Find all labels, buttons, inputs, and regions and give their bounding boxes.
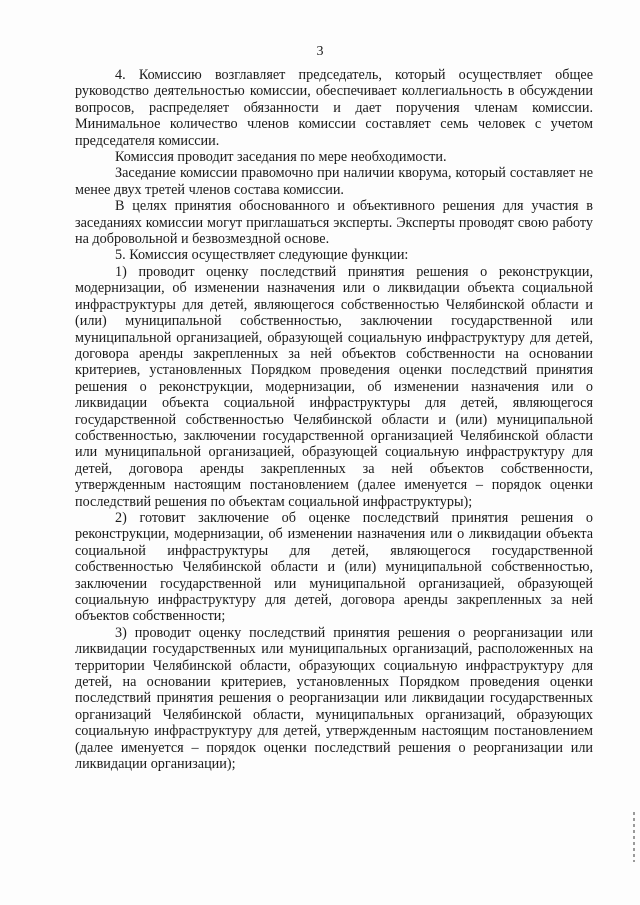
page-number: 3 bbox=[316, 44, 324, 59]
paragraph-functions-heading: 5. Комиссия осуществляет следующие функции: bbox=[115, 247, 409, 264]
paragraph-quorum: Заседание комиссии правомочно при наличии кворума, который составляет не менее двух третей членов состава комиссии. bbox=[75, 165, 593, 198]
document-body bbox=[75, 67, 593, 772]
paragraph-function-1: 1) проводит оценку последствий принятия решения о реконструкции, модернизации, об изменении назначения или о ликвидации объекта социальной инфраструктуры для детей, являющегося собственностью Челябинской области и (или) муниципальной собственностью, заключении государственной или муниципальной организацией, образующей социальную инфраструктуру для детей, договора аренды закрепленных за ней объектов собственности на основании критериев, установленных Порядком проведения оценки последствий принятия решения о реконструкции, модернизации, об изменении назначения или о ликвидации объекта социальной инфраструктуры для детей, являющегося государственной собственностью Челябинской области и (или) муниципальной собственностью, заключении государственной организацией Челябинской области или муниципальной организацией, образующей социальную инфраструктуру для детей, договора аренды закрепленных за ней объектов собственности, утвержденным настоящим постановлением (далее именуется – порядок оценки последствий решения по объектам социальной инфраструктуры); bbox=[75, 263, 593, 510]
paragraph-experts: В целях принятия обоснованного и объективного решения для участия в заседаниях комиссии могут приглашаться эксперты. Эксперты проводят свою работу на добровольной и безвозмездной основе. bbox=[75, 198, 593, 248]
scan-edge-mark bbox=[633, 812, 635, 862]
paragraph-function-2: 2) готовит заключение об оценке последствий принятия решения о реконструкции, модернизации, об изменении назначения или о ликвидации объекта социальной инфраструктуры для детей, являющегося государственной собственностью Челябинской области и (или) муниципальной собственностью, заключении государственной или муниципальной организацией, образующей социальную инфраструктуру для детей, договора аренды закрепленных за ней объектов собственности; bbox=[75, 509, 593, 625]
paragraph-meetings: Комиссия проводит заседания по мере необходимости. bbox=[115, 149, 447, 166]
paragraph-function-3: 3) проводит оценку последствий принятия решения о реорганизации или ликвидации государственных или муниципальных организаций, расположенных на территории Челябинской области, образующих социальную инфраструктуру для детей, на основании критериев, установленных Порядком проведения оценки последствий принятия решения о реорганизации или ликвидации государственных организаций Челябинской области, муниципальных организаций, образующих социальную инфраструктуру для детей, утвержденным настоящим постановлением (далее именуется – порядок оценки последствий решения о реорганизации или ликвидации организации); bbox=[75, 624, 593, 773]
paragraph-commission-chairman: 4. Комиссию возглавляет председатель, который осуществляет общее руководство деятельностью комиссии, обеспечивает коллегиальность в обсуждении вопросов, распределяет обязанности и дает поручения членам комиссии. Минимальное количество членов комиссии составляет семь человек с учетом председателя комиссии. bbox=[75, 67, 593, 149]
